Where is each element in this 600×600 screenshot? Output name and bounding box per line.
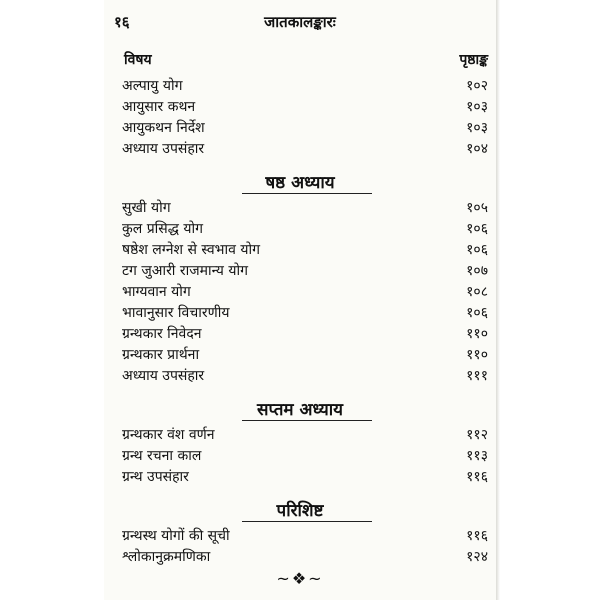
toc-entry-page: १०४ xyxy=(466,141,488,157)
toc-entry-title: आयुसार कथन xyxy=(122,99,196,115)
section-underline xyxy=(242,521,372,522)
toc-entry xyxy=(104,240,496,261)
toc-entry xyxy=(104,324,496,345)
toc-entry-title: श्लोकानुक्रमणिका xyxy=(122,549,211,565)
subject-column-header: विषय xyxy=(124,52,152,68)
toc-entry xyxy=(104,261,496,282)
column-headers xyxy=(104,50,496,70)
section-heading xyxy=(104,170,496,194)
toc-entry-page: ११६ xyxy=(466,528,488,544)
toc-entry-page: १२४ xyxy=(466,549,488,565)
section-heading xyxy=(104,498,496,522)
toc-entry-page: १०६ xyxy=(466,242,488,258)
toc-entry-title: आयुकथन निर्देश xyxy=(122,120,205,136)
page-header xyxy=(104,12,496,34)
toc-entry xyxy=(104,366,496,387)
footer-ornament: ~❖~ xyxy=(276,569,324,588)
toc-entry-title: कुल प्रसिद्ध योग xyxy=(122,221,204,237)
section-heading xyxy=(104,397,496,421)
toc-entry-page: ११० xyxy=(466,326,488,342)
toc-entry-page: १०३ xyxy=(466,99,488,115)
page-column-header: पृष्ठाङ्क xyxy=(459,52,488,68)
toc-entry xyxy=(104,198,496,219)
toc-entry-title: अध्याय उपसंहार xyxy=(122,368,205,384)
toc-entry xyxy=(104,219,496,240)
section-heading-text: सप्तम अध्याय xyxy=(256,400,343,420)
toc-entry-page: १११ xyxy=(466,368,488,384)
toc-entry xyxy=(104,76,496,97)
toc-entry-title: ग्रन्थकार प्रार्थना xyxy=(122,347,200,363)
toc-entry-title: ग्रन्थस्थ योगों की सूची xyxy=(122,528,230,544)
toc-entry-page: १०२ xyxy=(466,78,488,94)
section-underline xyxy=(242,193,372,194)
toc-entry-page: १०३ xyxy=(466,120,488,136)
toc-entry xyxy=(104,139,496,160)
book-page xyxy=(104,0,496,600)
toc-entry-title: ग्रन्थ रचना काल xyxy=(122,448,202,464)
section-underline xyxy=(242,420,372,421)
toc-entry-page: ११२ xyxy=(466,427,488,443)
section-heading-text: परिशिष्ट xyxy=(276,501,324,521)
toc-entry xyxy=(104,118,496,139)
toc-entry-page: ११० xyxy=(466,347,488,363)
toc-entry-page: १०६ xyxy=(466,305,488,321)
toc-entry-title: भाग्यवान योग xyxy=(122,284,191,300)
toc-entry-page: १०८ xyxy=(466,284,488,300)
toc-entry-title: ग्रन्थ उपसंहार xyxy=(122,469,189,485)
toc-entry xyxy=(104,446,496,467)
toc-entry-title: अल्पायु योग xyxy=(122,78,183,94)
toc-entry-page: ११३ xyxy=(466,448,488,464)
page-number: १६ xyxy=(114,13,130,31)
toc-entry-page: १०५ xyxy=(466,200,488,216)
toc-entry xyxy=(104,303,496,324)
page-edge xyxy=(496,0,500,600)
toc-entry xyxy=(104,467,496,488)
running-title: जातकालङ्कारः xyxy=(264,13,336,31)
toc-entry xyxy=(104,345,496,366)
toc-entry-page: १०७ xyxy=(466,263,488,279)
toc-entry-title: षष्ठेश लग्नेश से स्वभाव योग xyxy=(122,242,260,258)
toc-entry xyxy=(104,97,496,118)
toc-entry-page: ११६ xyxy=(466,469,488,485)
toc-entry-page: १०६ xyxy=(466,221,488,237)
toc-entry xyxy=(104,526,496,547)
toc-entry xyxy=(104,282,496,303)
toc-entry-title: ग्रन्थकार निवेदन xyxy=(122,326,202,342)
toc-entry-title: सुखी योग xyxy=(122,200,171,216)
toc-entry-title: अध्याय उपसंहार xyxy=(122,141,205,157)
toc-entry-title: टग जुआरी राजमान्य योग xyxy=(122,263,248,279)
toc-entry xyxy=(104,547,496,568)
toc-entry-title: ग्रन्थकार वंश वर्णन xyxy=(122,427,215,443)
toc-entry-title: भावानुसार विचारणीय xyxy=(122,305,230,321)
section-heading-text: षष्ठ अध्याय xyxy=(265,173,335,193)
toc-entry xyxy=(104,425,496,446)
